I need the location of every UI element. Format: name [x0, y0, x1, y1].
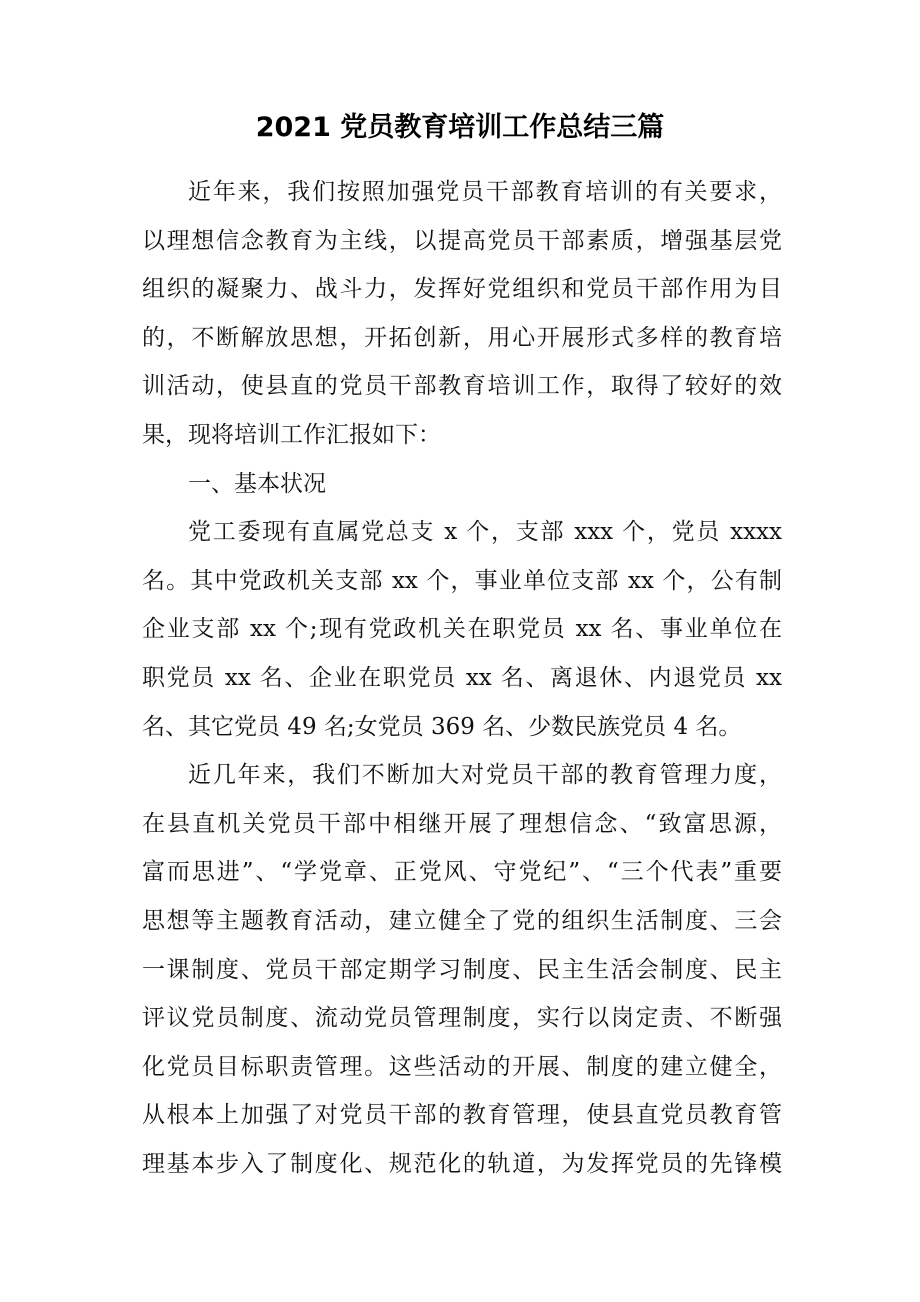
text-line: 在县直机关党员干部中相继开展了理想信念、“致富思源， [142, 810, 782, 837]
text-line: 党工委现有直属党总支 x 个，支部 xxx 个，党员 xxxx [188, 519, 782, 546]
text-line: 化党员目标职责管理。这些活动的开展、制度的建立健全， [142, 1053, 782, 1080]
text-line: 评议党员制度、流动党员管理制度，实行以岗定责、不断强 [142, 1005, 782, 1032]
text-line: 近几年来，我们不断加大对党员干部的教育管理力度， [188, 762, 782, 789]
text-line: 富而思进”、“学党章、正党风、守党纪”、“三个代表”重要 [142, 859, 782, 886]
text-line: 名。其中党政机关支部 xx 个，事业单位支部 xx 个，公有制 [142, 567, 782, 594]
text-line: 一、基本状况 [188, 470, 326, 497]
text-line: 组织的凝聚力、战斗力，发挥好党组织和党员干部作用为目 [142, 276, 782, 303]
section-heading [142, 460, 782, 509]
text-line: 以理想信念教育为主线，以提高党员干部素质，增强基层党 [142, 227, 782, 254]
text-line: 近年来，我们按照加强党员干部教育培训的有关要求， [188, 179, 782, 205]
paragraph-intro [142, 168, 782, 460]
document-body [142, 168, 782, 1188]
paragraph-recent-years [142, 751, 782, 1188]
document-title: 2021 党员教育培训工作总结三篇 [255, 112, 665, 143]
text-line: 的，不断解放思想，开拓创新，用心开展形式多样的教育培 [142, 324, 782, 351]
paragraph-basic-status [142, 508, 782, 751]
text-line: 思想等主题教育活动，建立健全了党的组织生活制度、三会 [142, 907, 782, 934]
text-line: 从根本上加强了对党员干部的教育管理，使县直党员教育管 [142, 1102, 782, 1129]
text-line: 职党员 xx 名、企业在职党员 xx 名、离退休、内退党员 xx [142, 664, 782, 691]
text-line: 理基本步入了制度化、规范化的轨道，为发挥党员的先锋模 [142, 1150, 782, 1177]
text-line: 果，现将培训工作汇报如下： [142, 421, 441, 448]
text-line: 一课制度、党员干部定期学习制度、民主生活会制度、民主 [142, 956, 782, 983]
text-line: 训活动，使县直的党员干部教育培训工作，取得了较好的效 [142, 373, 782, 400]
text-line: 名、其它党员 49 名;女党员 369 名、少数民族党员 4 名。 [142, 713, 742, 740]
text-line: 企业支部 xx 个;现有党政机关在职党员 xx 名、事业单位在 [142, 616, 782, 643]
